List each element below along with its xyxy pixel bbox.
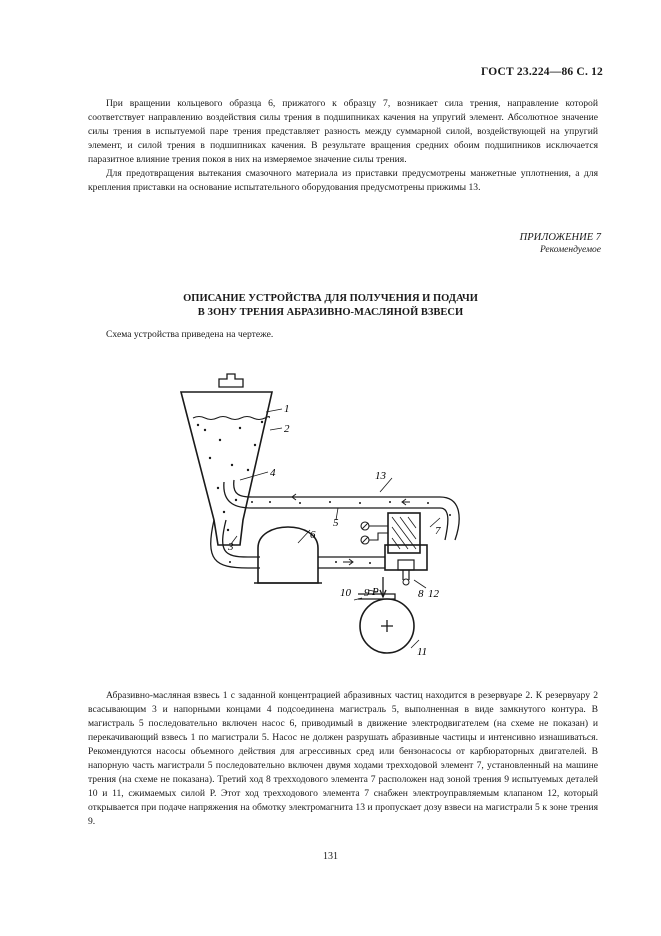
diagram-drawing <box>181 374 459 653</box>
description-paragraph-1: Абразивно-масляная взвесь 1 с заданной концентрацией абразивных частиц находится в резервуаре 2. К резервуару 2 всасывающим 3 и напорными концами 4 подсоединена магистраль 5, выполненная в виде замкнутого контура. В магистраль 5 последовательно включен насос 6, приводимый в движение электродвигателем (на схеме не показан) и перекачивающий взвесь 1 по магистрали 5. Насос не должен разрушать абразивные частицы и интенсивно изнашиваться. Рекомендуются насосы объемного действия для агрессивных сред или бензонасосы от карбюраторных двигателей. В напорную часть магистрали 5 последовательно включен двумя ходами трехходовой элемент 7, установленный на машине трения (на схеме не показана). Третий ход 8 трехходового элемента 7 расположен над зоной трения 9 испытуемых деталей 10 и 11, сжимаемых силой P. Этот ход трехходового элемента 7 снабжен электроуправляемым клапаном 12, который открывается при подаче напряжения на обмотку электромагнита 13 и пропускает дозу взвеси на магистрали 5 к зоне трения 9. <box>88 690 598 827</box>
diagram-particles <box>197 421 451 564</box>
page-header: ГОСТ 23.224—86 С. 12 <box>480 66 603 78</box>
pressure-pipe-4 <box>234 480 459 540</box>
label-11: 11 <box>417 646 428 658</box>
reservoir-2 <box>181 392 272 545</box>
label-2: 2 <box>284 423 290 435</box>
description-text <box>88 689 598 829</box>
diagram-labels <box>227 403 441 658</box>
intro-paragraph-2: Для предотвращения вытекания смазочного материала из приставки предусмотрены манжетные уплотнения, а для крепления приставки на основание испытательного оборудования предусмотрены прижимы 13. <box>88 168 598 193</box>
reservoir-cap <box>219 374 243 387</box>
page-number: 131 <box>323 851 338 862</box>
scheme-caption: Схема устройства приведена на чертеже. <box>106 329 274 340</box>
label-1: 1 <box>284 403 290 415</box>
label-6: 6 <box>310 529 316 541</box>
section-title-line-1: ОПИСАНИЕ УСТРОЙСТВА ДЛЯ ПОЛУЧЕНИЯ И ПОДАЧИ <box>183 293 478 304</box>
label-12: 12 <box>428 588 439 600</box>
label-9: 9 <box>364 587 370 599</box>
section-title-line-2: В ЗОНУ ТРЕНИЯ АБРАЗИВНО-МАСЛЯНОЙ ВЗВЕСИ <box>197 307 464 318</box>
label-8: 8 <box>418 588 424 600</box>
pump-6 <box>258 527 318 583</box>
valve-12 <box>398 560 414 570</box>
appendix-title: ПРИЛОЖЕНИЕ 7 <box>519 232 601 243</box>
liquid-level <box>193 417 270 420</box>
label-4: 4 <box>270 467 276 479</box>
label-7: 7 <box>435 525 441 537</box>
label-13: 13 <box>375 470 386 482</box>
appendix-status: Рекомендуемое <box>539 245 601 255</box>
label-5: 5 <box>333 517 339 529</box>
intro-paragraph-1: При вращении кольцевого образца 6, прижатого к образцу 7, возникает сила трения, направление которой соответствует направлению воздействия силы трения в подшипниках качения на упругий элемент. Абсолютное значение силы трения в испытуемой паре трения представляет разность между суммарной силой, воздействующей на упругий элемент, и силой трения в подшипниках качения. В результате вращения средних обоим подшипников исключается паразитное влияние трения покоя в них на измеряемое значение силы трения. <box>88 98 598 165</box>
label-p: P <box>372 586 379 598</box>
label-3: 3 <box>228 541 234 553</box>
label-10: 10 <box>340 587 351 599</box>
